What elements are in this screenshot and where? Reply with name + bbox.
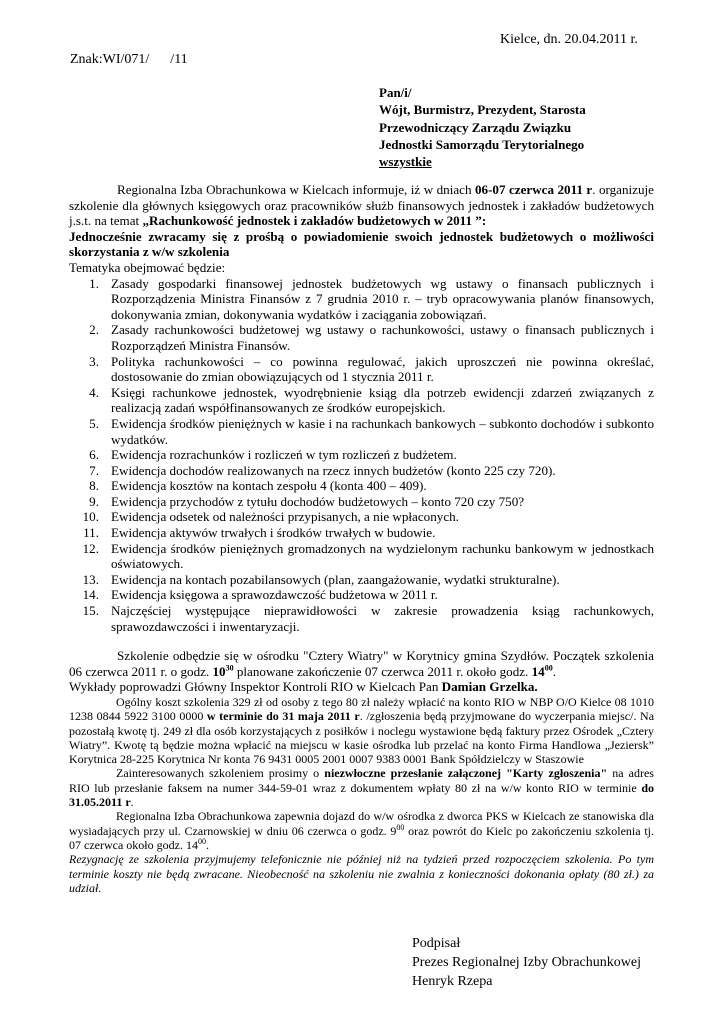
- topic-number: 15.: [82, 603, 99, 619]
- resignation-note: Rezygnację ze szkolenia przyjmujemy telefonicznie nie później niż na tydzień przed rozpoczęciem szkolenia. Po tym terminie koszty nie będą zwracane. Nieobecność na szkoleniu nie zwalnia z konieczności dokonania opłaty (80 zł.) za udział.: [69, 852, 654, 895]
- topic-text: Ewidencja odsetek od należności przypisanych, a nie wpłaconych.: [111, 509, 459, 525]
- training-dates: 06-07 czerwca 2011 r: [474, 182, 593, 197]
- topic-number: 13.: [82, 571, 99, 587]
- topic-text: Księgi rachunkowe jednostek, wyodrębnienie ksiąg dla potrzeb ewidencji zdarzeń związanych z realizacją zadań współfinansowanych ze środków europejskich.: [111, 384, 654, 416]
- topic-text: Ewidencja środków pieniężnych gromadzonych na wydzielonym rachunku bankowym w jednostkach oświatowych.: [111, 540, 654, 572]
- return-minute: 00: [197, 836, 206, 846]
- topic-item: [69, 541, 654, 572]
- reference-number: Znak:WI/071/ /11: [70, 52, 188, 67]
- transport-paragraph: Regionalna Izba Obrachunkowa zapewnia dojazd do w/w ośrodka z dworca PKS w Kielcach ze stanowiska dla wysiadających przy ul. Czarnowskiej w dniu 06 czerwca o godz. $9^{00}$ oraz powrót do Kielc po zakończeniu szkolenia tj. 07 czerwca około godz. $14^{00}$.: [69, 809, 654, 852]
- topic-number: 1.: [89, 275, 99, 291]
- topic-item: [69, 525, 654, 541]
- start-minute: 30: [225, 663, 234, 673]
- venue-text: Szkolenie odbędzie się w ośrodku "Cztery Wiatry" w Korytnicy gmina Szydłów. Początek szkolenia 06 czerwca 2011 r. o godz.: [69, 648, 654, 679]
- signature-label: Podpisał: [412, 936, 461, 951]
- venue-text: planowane zakończenie 07 czerwca 2011 r. około godz.: [233, 663, 532, 679]
- venue-paragraph: Szkolenie odbędzie się w ośrodku "Cztery Wiatry" w Korytnicy gmina Szydłów. Początek szkolenia 06 czerwca 2011 r. o godz. $10^{30}$ planowane zakończenie 07 czerwca 2011 r. około godz. $14^{00}$.: [69, 648, 654, 679]
- topic-text: Zasady gospodarki finansowej jednostek budżetowych wg ustawy o finansach publicznych i Rozporządzenia Ministra Finansów z 7 grudnia 2010 r. – tryb opracowywania planów finansowych, dokonywania zmian, dokonywania wydatków i zaciągania zobowiązań.: [111, 275, 654, 322]
- cost-text: Ogólny koszt szkolenia 329 zł od osoby z tego 80 zł należy wpłacić na konto RIO w NBP O/O Kielce 08 1010 1238 0844 5922 3100 0000: [69, 695, 654, 724]
- end-minute: 00: [544, 663, 553, 673]
- details-section: [69, 695, 654, 895]
- letter-date: Kielce, dn. 20.04.2011 r.: [500, 32, 638, 47]
- recipient-block: [379, 84, 586, 170]
- signature-title: Prezes Regionalnej Izby Obrachunkowej: [412, 955, 641, 970]
- registration-text: na adres RIO lub przesłanie faksem na numer 344-59-01 wraz z dokumentem wpłaty 80 zł na w/w konto RIO w terminie: [69, 766, 654, 795]
- topic-number: 11.: [83, 525, 99, 541]
- signature-block: [412, 934, 641, 991]
- topic-item: [69, 494, 654, 510]
- topic-item: [69, 509, 654, 525]
- topic-number: 12.: [82, 540, 99, 556]
- topic-text: Ewidencja kosztów na kontach zespołu 4 (konta 400 – 409).: [111, 478, 427, 494]
- topic-item: [69, 603, 654, 634]
- topic-item: [69, 447, 654, 463]
- topic-number: 8.: [89, 478, 99, 494]
- topic-number: 9.: [89, 493, 99, 509]
- topic-number: 7.: [89, 462, 99, 478]
- payment-deadline: w terminie do 31 maja 2011 r: [206, 709, 360, 724]
- signature-name: Henryk Rzepa: [412, 974, 493, 989]
- intro-paragraph: [69, 182, 654, 229]
- registration-text: Zainteresowanych szkoleniem prosimy o: [116, 766, 325, 781]
- lecturer-name: Damian Grzelka.: [441, 679, 538, 695]
- recipient-line: Pan/i/: [379, 85, 412, 100]
- topic-item: [69, 354, 654, 385]
- topic-text: Ewidencja środków pieniężnych w kasie i na rachunkach bankowych – subkonto dochodów i subkonto wydatków.: [111, 415, 654, 447]
- topic-item: [69, 572, 654, 588]
- topic-number: 4.: [89, 384, 99, 400]
- lecturer-paragraph: [69, 679, 654, 695]
- request-text: Jednocześnie zwracamy się z prośbą o powiadomienie swoich jednostek budżetowych o możliwości skorzystania z w/w szkolenia: [69, 228, 654, 260]
- topic-item: [69, 478, 654, 494]
- recipient-line: wszystkie: [379, 154, 432, 170]
- topic-text: Ewidencja przychodów z tytułu dochodów budżetowych – konto 720 czy 750?: [111, 493, 525, 509]
- topic-item: [69, 322, 654, 353]
- topics-label: Tematyka obejmować będzie:: [69, 259, 226, 275]
- cost-paragraph: [69, 695, 654, 766]
- intro-text: . organizuje szkolenie dla głównych księgowych oraz pracowników służb finansowych jednostek i zakładów budżetowych j.s.t. na temat: [69, 182, 654, 229]
- topic-number: 5.: [89, 415, 99, 431]
- lecture-text: Wykłady poprowadzi Główny Inspektor Kontroli RIO w Kielcach Pan: [69, 679, 442, 695]
- departure-minute: 00: [396, 822, 405, 832]
- recipient-line: Wójt, Burmistrz, Prezydent, Starosta: [379, 102, 586, 118]
- recipient-line: Przewodniczący Zarządu Związku: [379, 119, 572, 135]
- topic-number: 10.: [82, 509, 99, 525]
- topics-list: [69, 276, 654, 635]
- departure-hour: 9: [390, 823, 397, 838]
- topic-number: 2.: [89, 322, 99, 338]
- topic-text: Polityka rachunkowości – co powinna regulować, jakich uproszczeń nie powinna określać, dostosowanie do zmian obowiązujących od 1 stycznia 2011 r.: [111, 353, 654, 385]
- topic-item: [69, 276, 654, 323]
- return-hour: 14: [185, 837, 198, 852]
- topic-number: 6.: [89, 447, 99, 463]
- registration-paragraph: Zainteresowanych szkoleniem prosimy o niezwłoczne przesłanie załączonej "Karty zgłoszenia" na adres RIO lub przesłanie faksem na numer 344-59-01 wraz z dokumentem wpłaty 80 zł na w/w konto RIO w terminie do 31.05.2011 r.: [69, 766, 654, 810]
- topic-item: [69, 463, 654, 479]
- transport-text: oraz powrót do Kielc po zakończeniu szkolenia tj. 07 czerwca około godz.: [69, 823, 654, 852]
- letter-body: [69, 182, 654, 895]
- topic-item: [69, 416, 654, 447]
- intro-text: Regionalna Izba Obrachunkowa w Kielcach informuje, iż w dniach: [117, 182, 475, 197]
- topic-item: [69, 385, 654, 416]
- registration-deadline: do 31.05.2011 r: [69, 780, 654, 810]
- cost-text: . /zgłoszenia będą przyjmowane do wyczerpania miejsc/. Na pozostałą kwotę tj. 249 zł dla osób korzystających z posiłków i noclegu wystawione będą faktury przez Ośrodek „Cztery Wiatry”. Kwotę tą będzie można wpłacić na miejscu w kasie ośrodka lub przelać na konto Firma Handlowa „Jeziersk” Korytnica 28-225 Korytnica Nr konta 76 9431 0005 2001 0007 9383 0001 Bank Spółdzielczy w Staszowie: [69, 709, 655, 767]
- transport-text: Regionalna Izba Obrachunkowa zapewnia dojazd do w/w ośrodka z dworca PKS w Kielcach ze stanowiska dla wysiadających przy ul. Czarnowskiej w dniu 06 czerwca o godz.: [69, 809, 654, 838]
- topic-text: Ewidencja dochodów realizowanych na rzecz innych budżetów (konto 225 czy 720).: [111, 462, 556, 478]
- end-hour: 14: [531, 663, 545, 679]
- topic-text: Zasady rachunkowości budżetowej wg ustawy o rachunkowości, ustawy o finansach publicznych i Rozporządzeń Ministra Finansów.: [111, 322, 654, 353]
- recipient-line: Jednostki Samorządu Terytorialnego: [379, 136, 585, 152]
- topic-text: Ewidencja rozrachunków i rozliczeń w tym rozliczeń z budżetem.: [111, 447, 457, 463]
- registration-form-note: niezwłoczne przesłanie załączonej "Karty zgłoszenia": [324, 766, 608, 781]
- topic-text: Najczęściej występujące nieprawidłowości w zakresie prowadzenia ksiąg rachunkowych, sprawozdawczości i inwentaryzacji.: [111, 603, 654, 634]
- topic-number: 14.: [82, 587, 99, 603]
- topic-item: [69, 587, 654, 603]
- topic-text: Ewidencja księgowa a sprawozdawczość budżetowa w 2011 r.: [111, 587, 438, 603]
- topic-text: Ewidencja na kontach pozabilansowych (plan, zaangażowanie, wydatki strukturalne).: [111, 571, 560, 587]
- topic-number: 3.: [89, 353, 99, 369]
- topic-text: Ewidencja aktywów trwałych i środków trwałych w budowie.: [111, 525, 436, 541]
- training-topic: „Rachunkowość jednostek i zakładów budżetowych w 2011 ”:: [142, 213, 487, 229]
- start-hour: 10: [212, 663, 226, 679]
- request-paragraph: [69, 229, 654, 260]
